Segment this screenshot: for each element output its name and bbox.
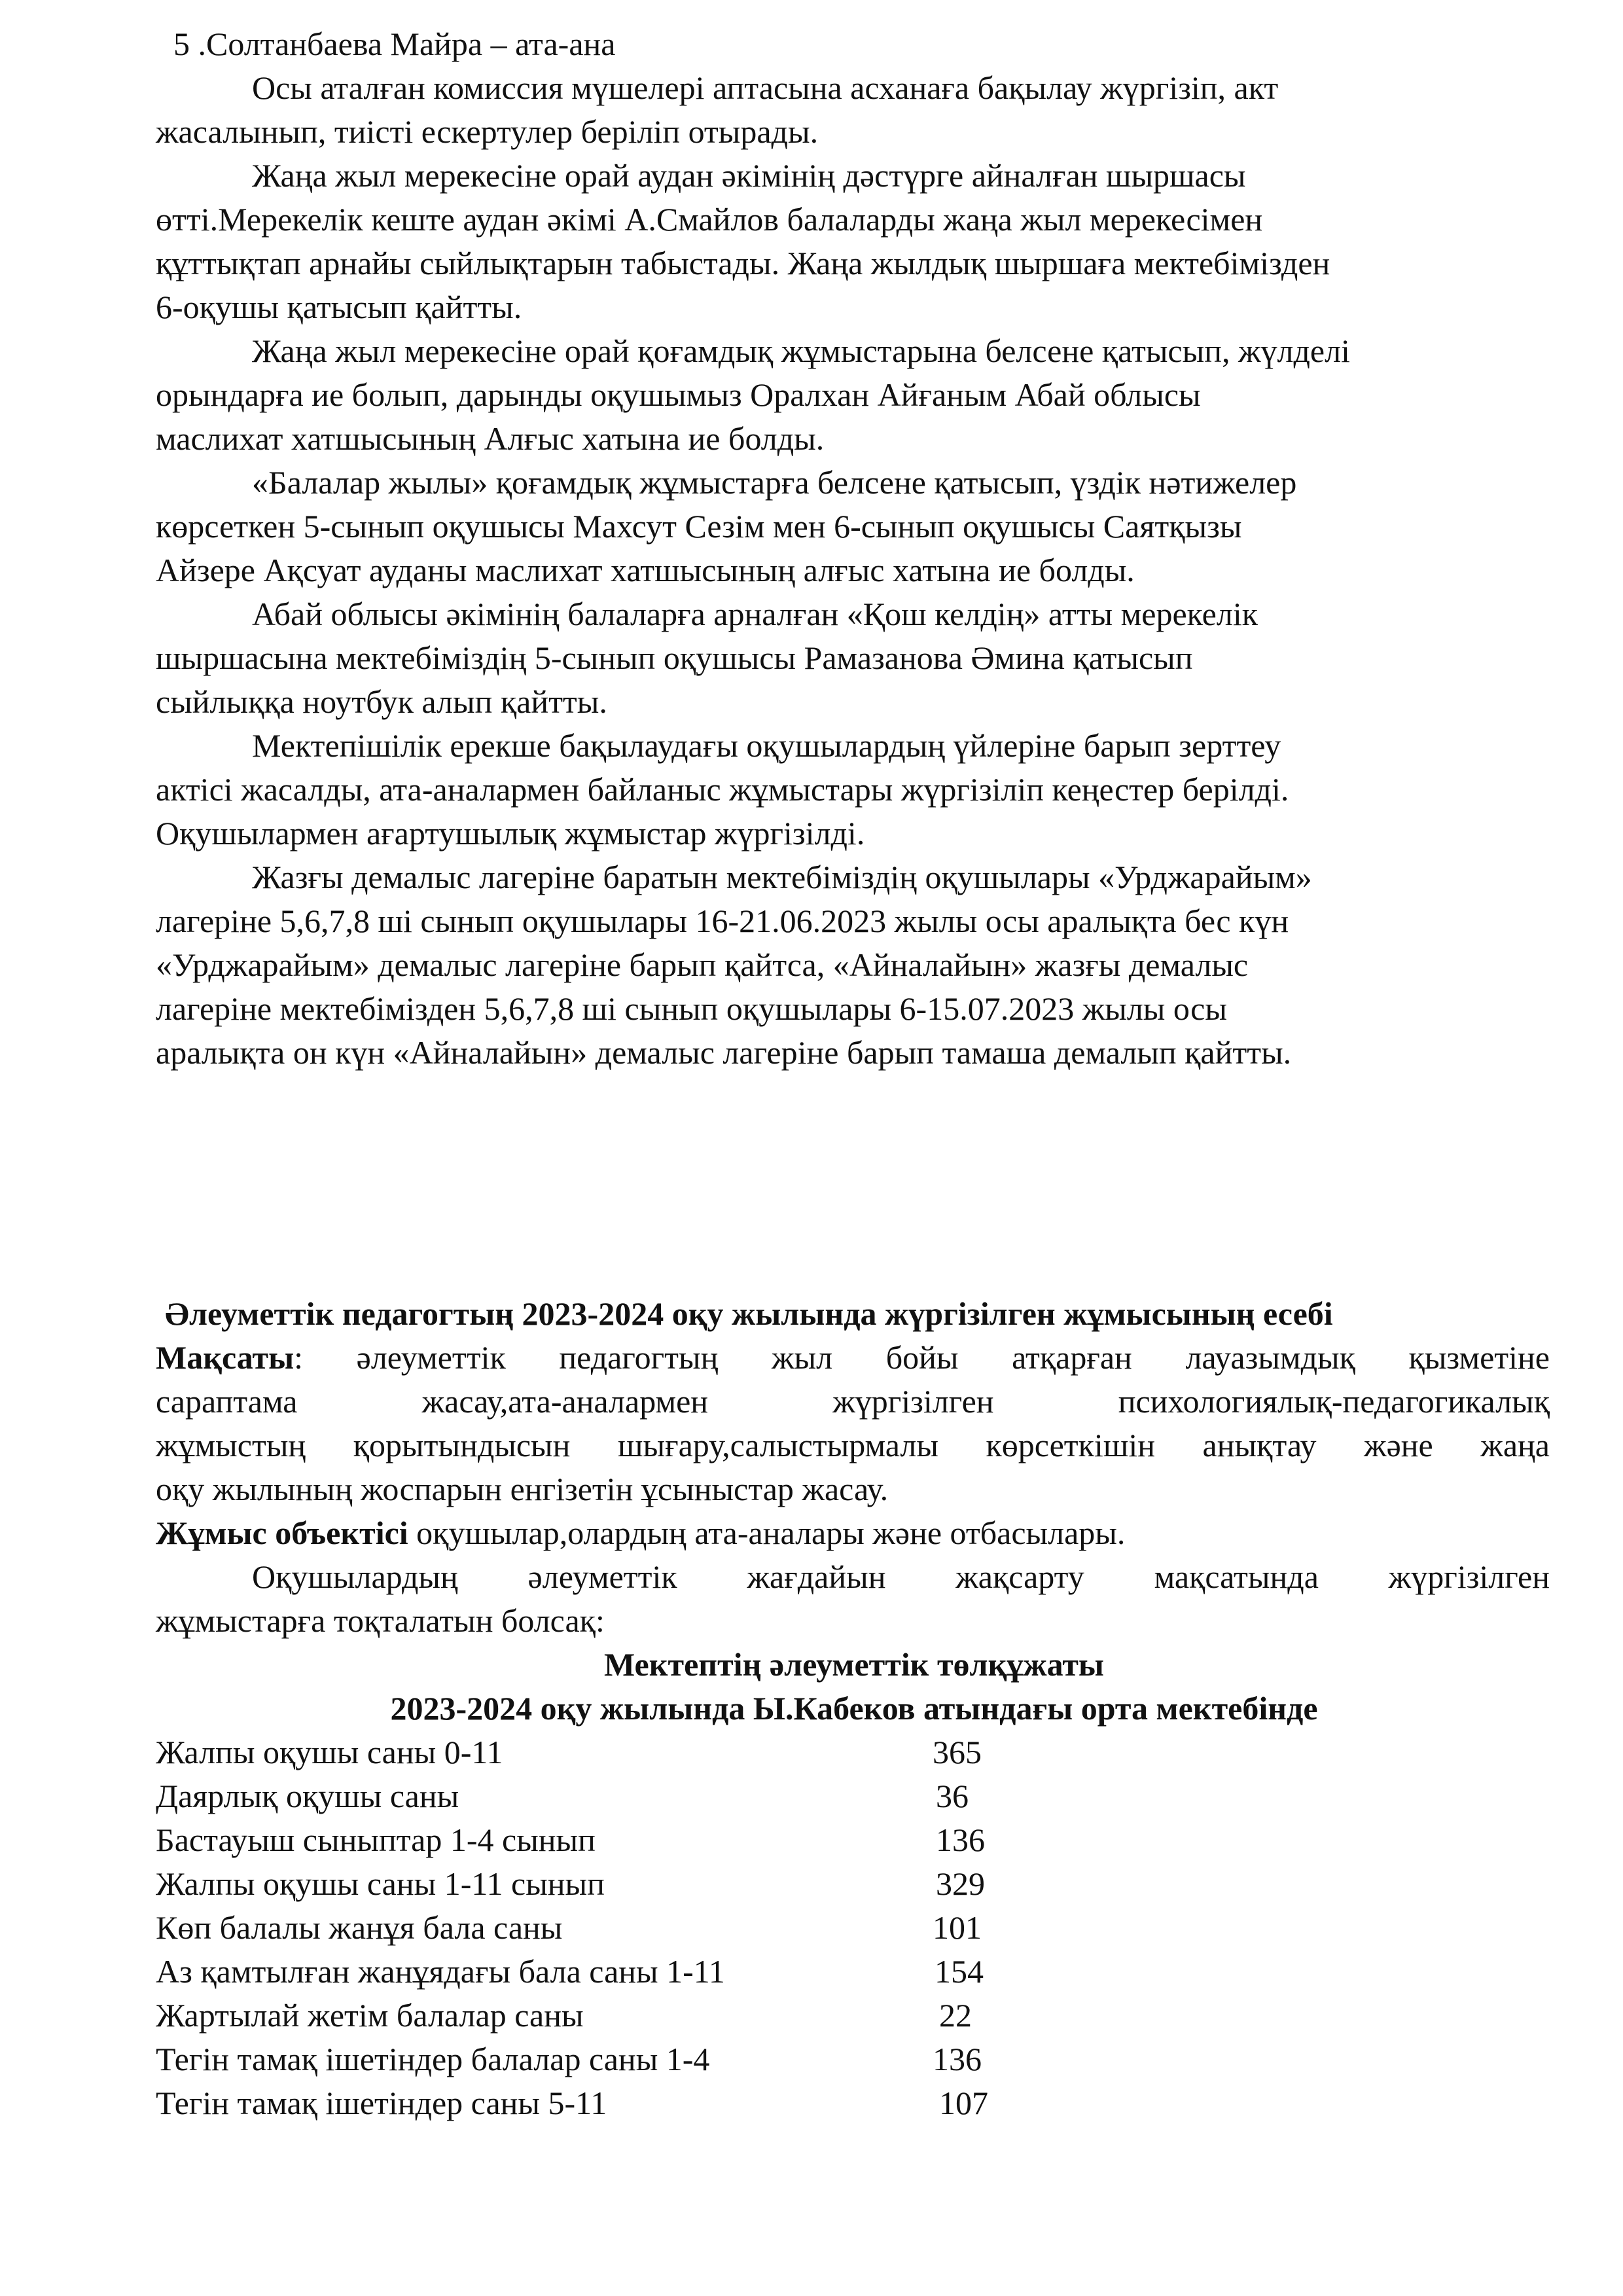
commission-member-line: 5 .Солтанбаева Майра – ата-ана xyxy=(173,26,616,62)
goal-line: сараптама жасау,ата-аналармен жүргізілген психологиялық-педагогикалық xyxy=(156,1383,1550,1420)
stat-value: 107 xyxy=(939,2085,988,2121)
paragraph-line: Жаңа жыл мерекесіне орай қоғамдық жұмыстарына белсене қатысып, жүлделі xyxy=(252,332,1350,369)
goal-line: оқу жылының жоспарын енгізетін ұсыныстар жасау. xyxy=(156,1471,889,1507)
stat-label: Тегін тамақ ішетіндер балалар саны 1-4 xyxy=(156,2041,710,2077)
goal-line: жұмыстың қорытындысын шығару,салыстырмалы көрсеткішін анықтау және жаңа xyxy=(156,1427,1550,1463)
paragraph-line: маслихат хатшысының Алғыс хатына ие болды. xyxy=(156,420,825,457)
stat-value: 22 xyxy=(939,1997,972,2034)
stat-label: Жалпы оқушы саны 0-11 xyxy=(156,1734,503,1770)
stat-value: 101 xyxy=(933,1909,982,1946)
intro-line: жұмыстарға тоқталатын болсақ: xyxy=(156,1602,605,1639)
paragraph-line: лагеріне мектебімізден 5,6,7,8 ші сынып оқушылары 6-15.07.2023 жылы осы xyxy=(156,990,1227,1027)
paragraph-line: көрсеткен 5-сынып оқушысы Махсут Сезім мен 6-сынып оқушысы Саятқызы xyxy=(156,508,1242,545)
paragraph-line: Абай облысы әкімінің балаларға арналған «Қош келдің» атты мерекелік xyxy=(252,596,1258,632)
intro-line: Оқушылардың әлеуметтік жағдайын жақсарту мақсатында жүргізілген xyxy=(252,1558,1550,1595)
stat-label: Даярлық оқушы саны xyxy=(156,1778,459,1814)
paragraph-line: 6-оқушы қатысып қайтты. xyxy=(156,289,522,325)
paragraph-line: лагеріне 5,6,7,8 ші сынып оқушылары 16-21.06.2023 жылы осы аралықта бес күн xyxy=(156,903,1289,939)
work-object-label: Жұмыс объектісі xyxy=(156,1515,408,1551)
stat-value: 136 xyxy=(933,2041,982,2077)
passport-title: Мектептің әлеуметтік төлқұжаты xyxy=(604,1646,1104,1683)
paragraph-line: «Балалар жылы» қоғамдық жұмыстарға белсене қатысып, үздік нәтижелер xyxy=(252,464,1297,501)
work-object-text: оқушылар,олардың ата-аналары және отбасылары. xyxy=(408,1515,1126,1551)
paragraph-line: аралықта он күн «Айналайын» демалыс лагеріне барып тамаша демалып қайтты. xyxy=(156,1034,1292,1071)
paragraph-line: өтті.Мерекелік кеште аудан әкімі А.Смайлов балаларды жаңа жыл мерекесімен xyxy=(156,201,1263,238)
stat-label: Аз қамтылған жанұядағы бала саны 1-11 xyxy=(156,1953,725,1990)
stat-value: 329 xyxy=(936,1865,985,1902)
paragraph-line: құттықтап арнайы сыйлықтарын табыстады. Жаңа жылдық шыршаға мектебімізден xyxy=(156,245,1330,281)
work-object-line xyxy=(156,1511,1125,1555)
goal-text: : әлеуметтік педагогтың жыл бойы атқарған лауазымдық қызметіне xyxy=(294,1339,1550,1376)
stat-label: Тегін тамақ ішетіндер саны 5-11 xyxy=(156,2085,607,2121)
report-title: Әлеуметтік педагогтың 2023-2024 оқу жылында жүргізілген жұмысының есебі xyxy=(165,1295,1333,1332)
stat-label: Жартылай жетім балалар саны xyxy=(156,1997,584,2034)
goal-label: Мақсаты xyxy=(156,1339,294,1376)
paragraph-line: Жаңа жыл мерекесіне орай аудан әкімінің дәстүрге айналған шыршасы xyxy=(252,157,1246,194)
stat-label: Жалпы оқушы саны 1-11 сынып xyxy=(156,1865,605,1902)
paragraph-line: сыйлыққа ноутбук алып қайтты. xyxy=(156,683,607,720)
stat-value: 365 xyxy=(933,1734,982,1770)
stat-value: 154 xyxy=(935,1953,984,1990)
paragraph-line: актісі жасалды, ата-аналармен байланыс жұмыстары жүргізіліп кеңестер берілді. xyxy=(156,771,1289,808)
stat-value: 36 xyxy=(936,1778,969,1814)
paragraph-line: Осы аталған комиссия мүшелері аптасына асханаға бақылау жүргізіп, акт xyxy=(252,69,1279,106)
paragraph-line: Мектепішілік ерекше бақылаудағы оқушылардың үйлеріне барып зерттеу xyxy=(252,727,1281,764)
paragraph-line: «Урджарайым» демалыс лагеріне барып қайтса, «Айналайын» жазғы демалыс xyxy=(156,946,1249,983)
paragraph-line: шыршасына мектебіміздің 5-сынып оқушысы Рамазанова Әмина қатысып xyxy=(156,639,1193,676)
paragraph-line: Айзере Ақсуат ауданы маслихат хатшысының алғыс хатына ие болды. xyxy=(156,552,1135,588)
stat-label: Көп балалы жанұя бала саны xyxy=(156,1909,563,1946)
passport-subtitle: 2023-2024 оқу жылында Ы.Кабеков атындағы орта мектебінде xyxy=(390,1690,1318,1727)
goal-line xyxy=(156,1336,1550,1380)
stat-label: Бастауыш сыныптар 1-4 сынып xyxy=(156,1821,596,1858)
paragraph-line: орындарға ие болып, дарынды оқушымыз Оралхан Айғаным Абай облысы xyxy=(156,376,1201,413)
stat-value: 136 xyxy=(936,1821,985,1858)
paragraph-line: Жазғы демалыс лагеріне баратын мектебіміздің оқушылары «Урджарайым» xyxy=(252,859,1312,895)
paragraph-line: Оқушылармен ағартушылық жұмыстар жүргізілді. xyxy=(156,815,865,852)
paragraph-line: жасалынып, тиісті ескертулер беріліп отырады. xyxy=(156,113,819,150)
